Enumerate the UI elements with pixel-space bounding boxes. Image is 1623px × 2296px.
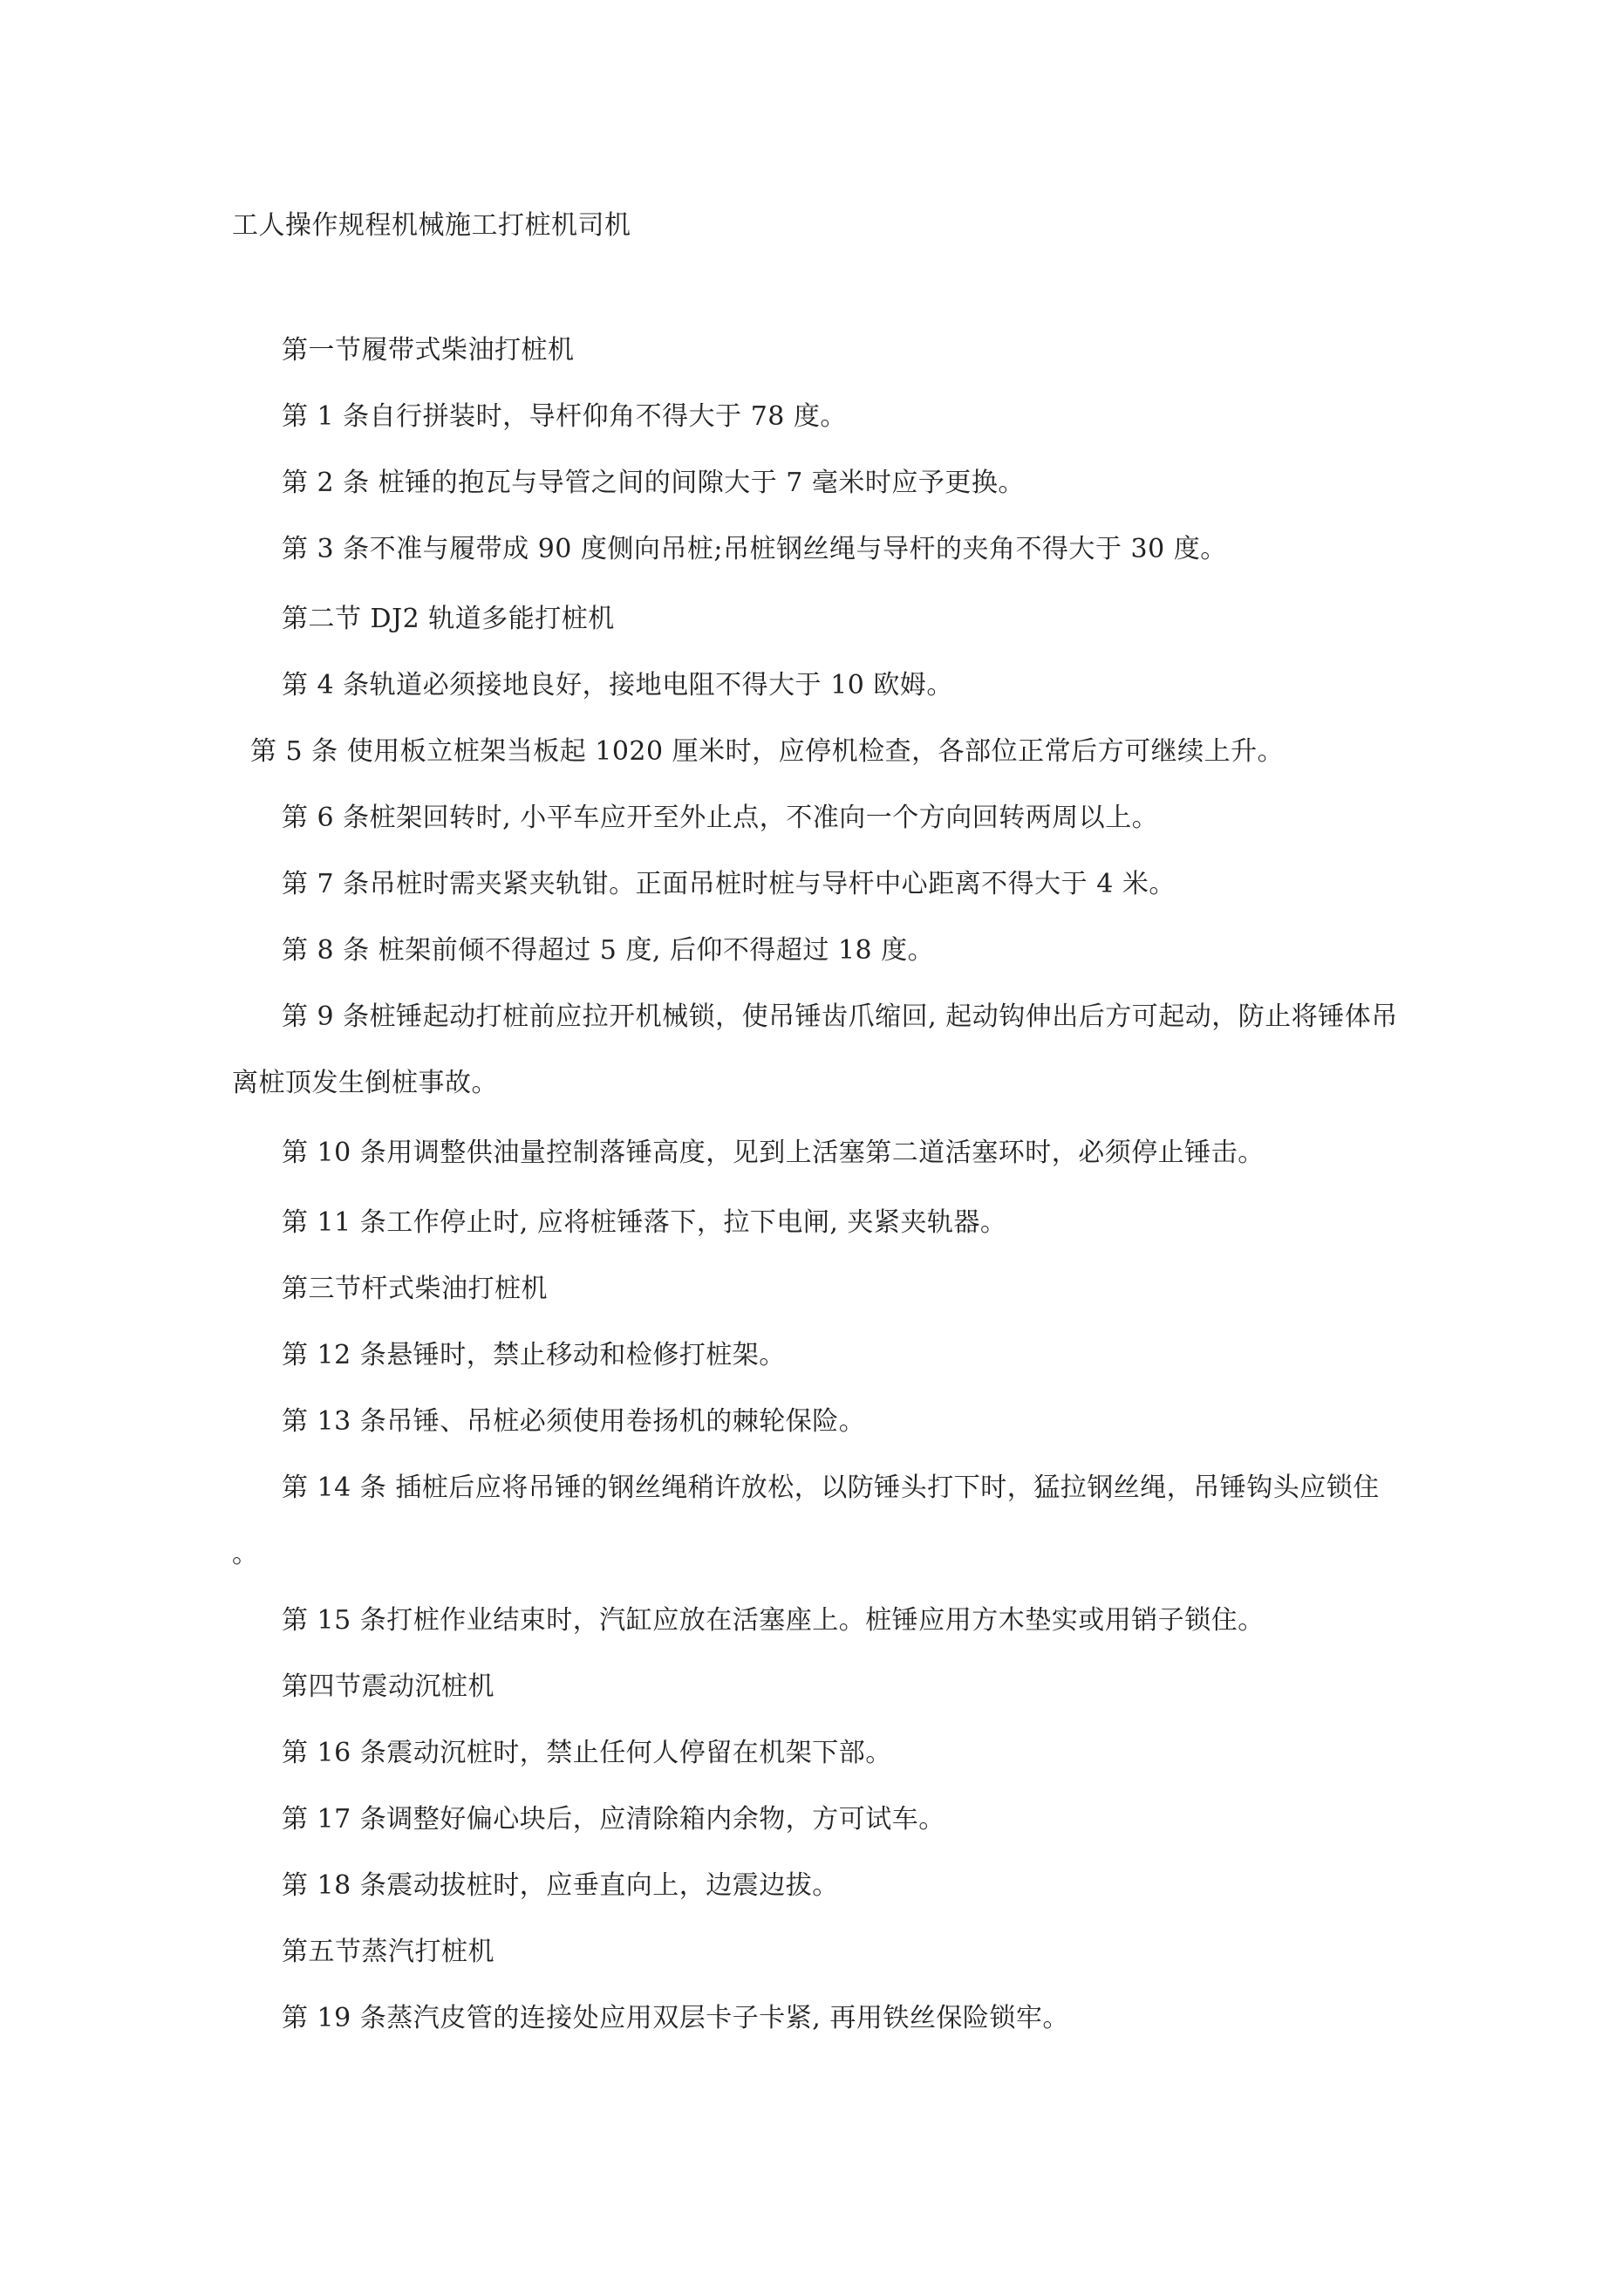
article-9-line-2: 离桩顶发生倒桩事故。 [232,1068,498,1098]
article-7: 第 7 条吊桩时需夹紧夹轨钳。正面吊桩时桩与导杆中心距离不得大于 4 米。 [282,869,1176,899]
section-heading-5: 第五节蒸汽打桩机 [282,1937,494,1967]
article-17: 第 17 条调整好偏心块后，应清除箱内余物，方可试车。 [282,1804,945,1835]
section-heading-4: 第四节震动沉桩机 [282,1671,494,1702]
article-2: 第 2 条 桩锤的抱瓦与导管之间的间隙大于 7 毫米时应予更换。 [282,468,1025,498]
section-heading-2: 第二节 DJ2 轨道多能打桩机 [282,604,615,634]
article-13: 第 13 条吊锤、吊桩必须使用卷扬机的棘轮保险。 [282,1406,866,1437]
article-6: 第 6 条桩架回转时, 小平车应开至外止点，不准向一个方向回转两周以上。 [282,803,1159,833]
article-19: 第 19 条蒸汽皮管的连接处应用双层卡子卡紧, 再用铁丝保险锁牢。 [282,2003,1069,2033]
article-8: 第 8 条 桩架前倾不得超过 5 度, 后仰不得超过 18 度。 [282,935,935,966]
article-4: 第 4 条轨道必须接地良好，接地电阻不得大于 10 欧姆。 [282,670,953,700]
document-title: 工人操作规程机械施工打桩机司机 [232,210,631,241]
article-9-line-1: 第 9 条桩锤起动打桩前应拉开机械锁，使吊锤齿爪缩回, 起动钩伸出后方可起动，防止将锤体吊 [282,1001,1398,1032]
article-12: 第 12 条悬锤时，禁止移动和检修打桩架。 [282,1340,786,1370]
article-18: 第 18 条震动拔桩时，应垂直向上，边震边拔。 [282,1870,839,1901]
article-16: 第 16 条震动沉桩时，禁止任何人停留在机架下部。 [282,1738,892,1768]
article-5: 第 5 条 使用板立桩架当板起 1020 厘米时，应停机检查，各部位正常后方可继续上升。 [250,736,1285,767]
article-15: 第 15 条打桩作业结束时，汽缸应放在活塞座上。桩锤应用方木垫实或用销子锁住。 [282,1605,1265,1636]
section-heading-1: 第一节履带式柴油打桩机 [282,335,575,366]
article-10: 第 10 条用调整供油量控制落锤高度，见到上活塞第二道活塞环时，必须停止锤击。 [282,1138,1265,1168]
article-14-line-2: 。 [232,1539,259,1569]
article-1: 第 1 条自行拼装时，导杆仰角不得大于 78 度。 [282,401,847,432]
section-heading-3: 第三节杆式柴油打桩机 [282,1274,548,1304]
article-14-line-1: 第 14 条 插桩后应将吊锤的钢丝绳稍许放松，以防锤头打下时，猛拉钢丝绳，吊锤钩头应锁住 [282,1473,1380,1503]
article-11: 第 11 条工作停止时, 应将桩锤落下，拉下电闸, 夹紧夹轨器。 [282,1207,1007,1238]
article-3: 第 3 条不准与履带成 90 度侧向吊桩;吊桩钢丝绳与导杆的夹角不得大于 30 度。 [282,534,1227,564]
